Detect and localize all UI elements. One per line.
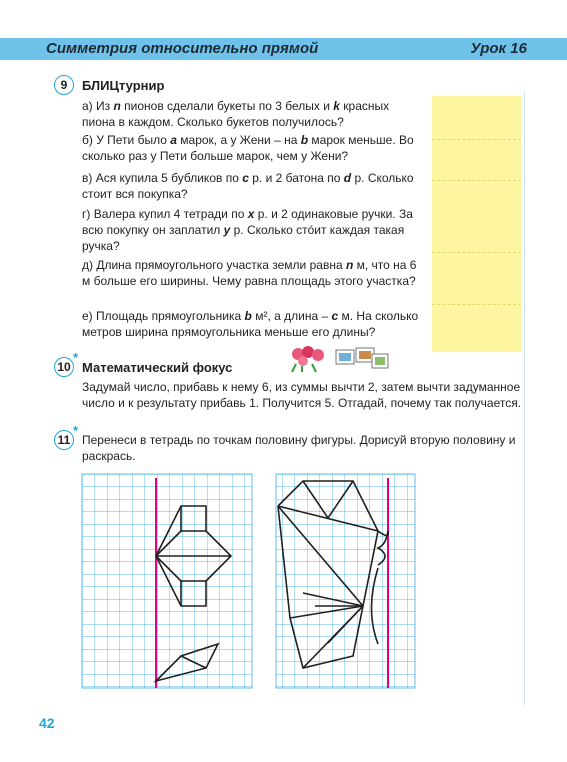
grid-right (276, 474, 415, 688)
task-text: марок меньше. Во сколько раз у Пети больше марок, чем у Жени? (82, 133, 414, 163)
task-text: м, что на 6 м больше его ширины. Чему равна площадь этого участка? (82, 258, 417, 288)
task-text: р. Сколько стоит вся покупка? (82, 171, 414, 201)
variable-letter: b (300, 133, 309, 147)
task-text: пионов сделали букеты по 3 белых и (120, 99, 334, 113)
task-text: в) Ася купила 5 бубликов по (82, 171, 243, 185)
task-9-title: БЛИЦтурнир (82, 78, 165, 93)
lesson-label: Урок 16 (470, 40, 527, 57)
variable-letter: x (247, 207, 255, 221)
task-10-text: Задумай число, прибавь к нему 6, из суммы вычти 2, затем вычти задуманное число и к результату прибавь 1. Получится 5. Отгадай, почему так получается. (82, 380, 522, 410)
variable-letter: n (113, 99, 121, 113)
task-text: б) У Пети было (82, 133, 171, 147)
grid-left (82, 474, 252, 688)
task-text: марок, а у Жени – на (176, 133, 301, 147)
task-text: р. и 2 батона по (248, 171, 344, 185)
task-text: е) Площадь прямоугольника (82, 309, 245, 323)
variable-letter: y (223, 223, 231, 237)
task-11-text: Перенеси в тетрадь по точкам половину фигуры. Дорисуй вторую половину и раскрась. (82, 433, 516, 463)
task-9-number: 9 (54, 75, 74, 95)
variable-letter: c (242, 171, 249, 185)
task-11-number: 11 (54, 430, 74, 450)
star-mark: * (73, 423, 79, 438)
page-number: 42 (39, 715, 55, 731)
variable-letter: b (244, 309, 252, 323)
variable-letter: n (345, 258, 354, 272)
task-10-title: Математический фокус (82, 360, 233, 375)
variable-letter: d (343, 171, 352, 185)
variable-letter: a (170, 133, 177, 147)
task-text: р. Сколько стóит каждая такая ручка? (82, 223, 405, 253)
variable-letter: c (331, 309, 339, 323)
task-text: м. На сколько метров ширина прямоугольника меньше его длины? (82, 309, 419, 339)
task-text: а) Из (82, 99, 114, 113)
task-10-number: 10 (54, 357, 74, 377)
task-text: м², а длина – (251, 309, 332, 323)
task-text: красных пиона в каждом. Сколько букетов получилось? (82, 99, 390, 129)
task-text: р. и 2 одинаковые ручки. За всю покупку он заплатил (82, 207, 413, 237)
page-title: Симметрия относительно прямой (46, 40, 319, 57)
variable-letter: k (333, 99, 340, 113)
star-mark: * (73, 350, 79, 365)
task-text: д) Длина прямоугольного участка земли равна (82, 258, 346, 272)
task-text: г) Валера купил 4 тетради по (82, 207, 248, 221)
